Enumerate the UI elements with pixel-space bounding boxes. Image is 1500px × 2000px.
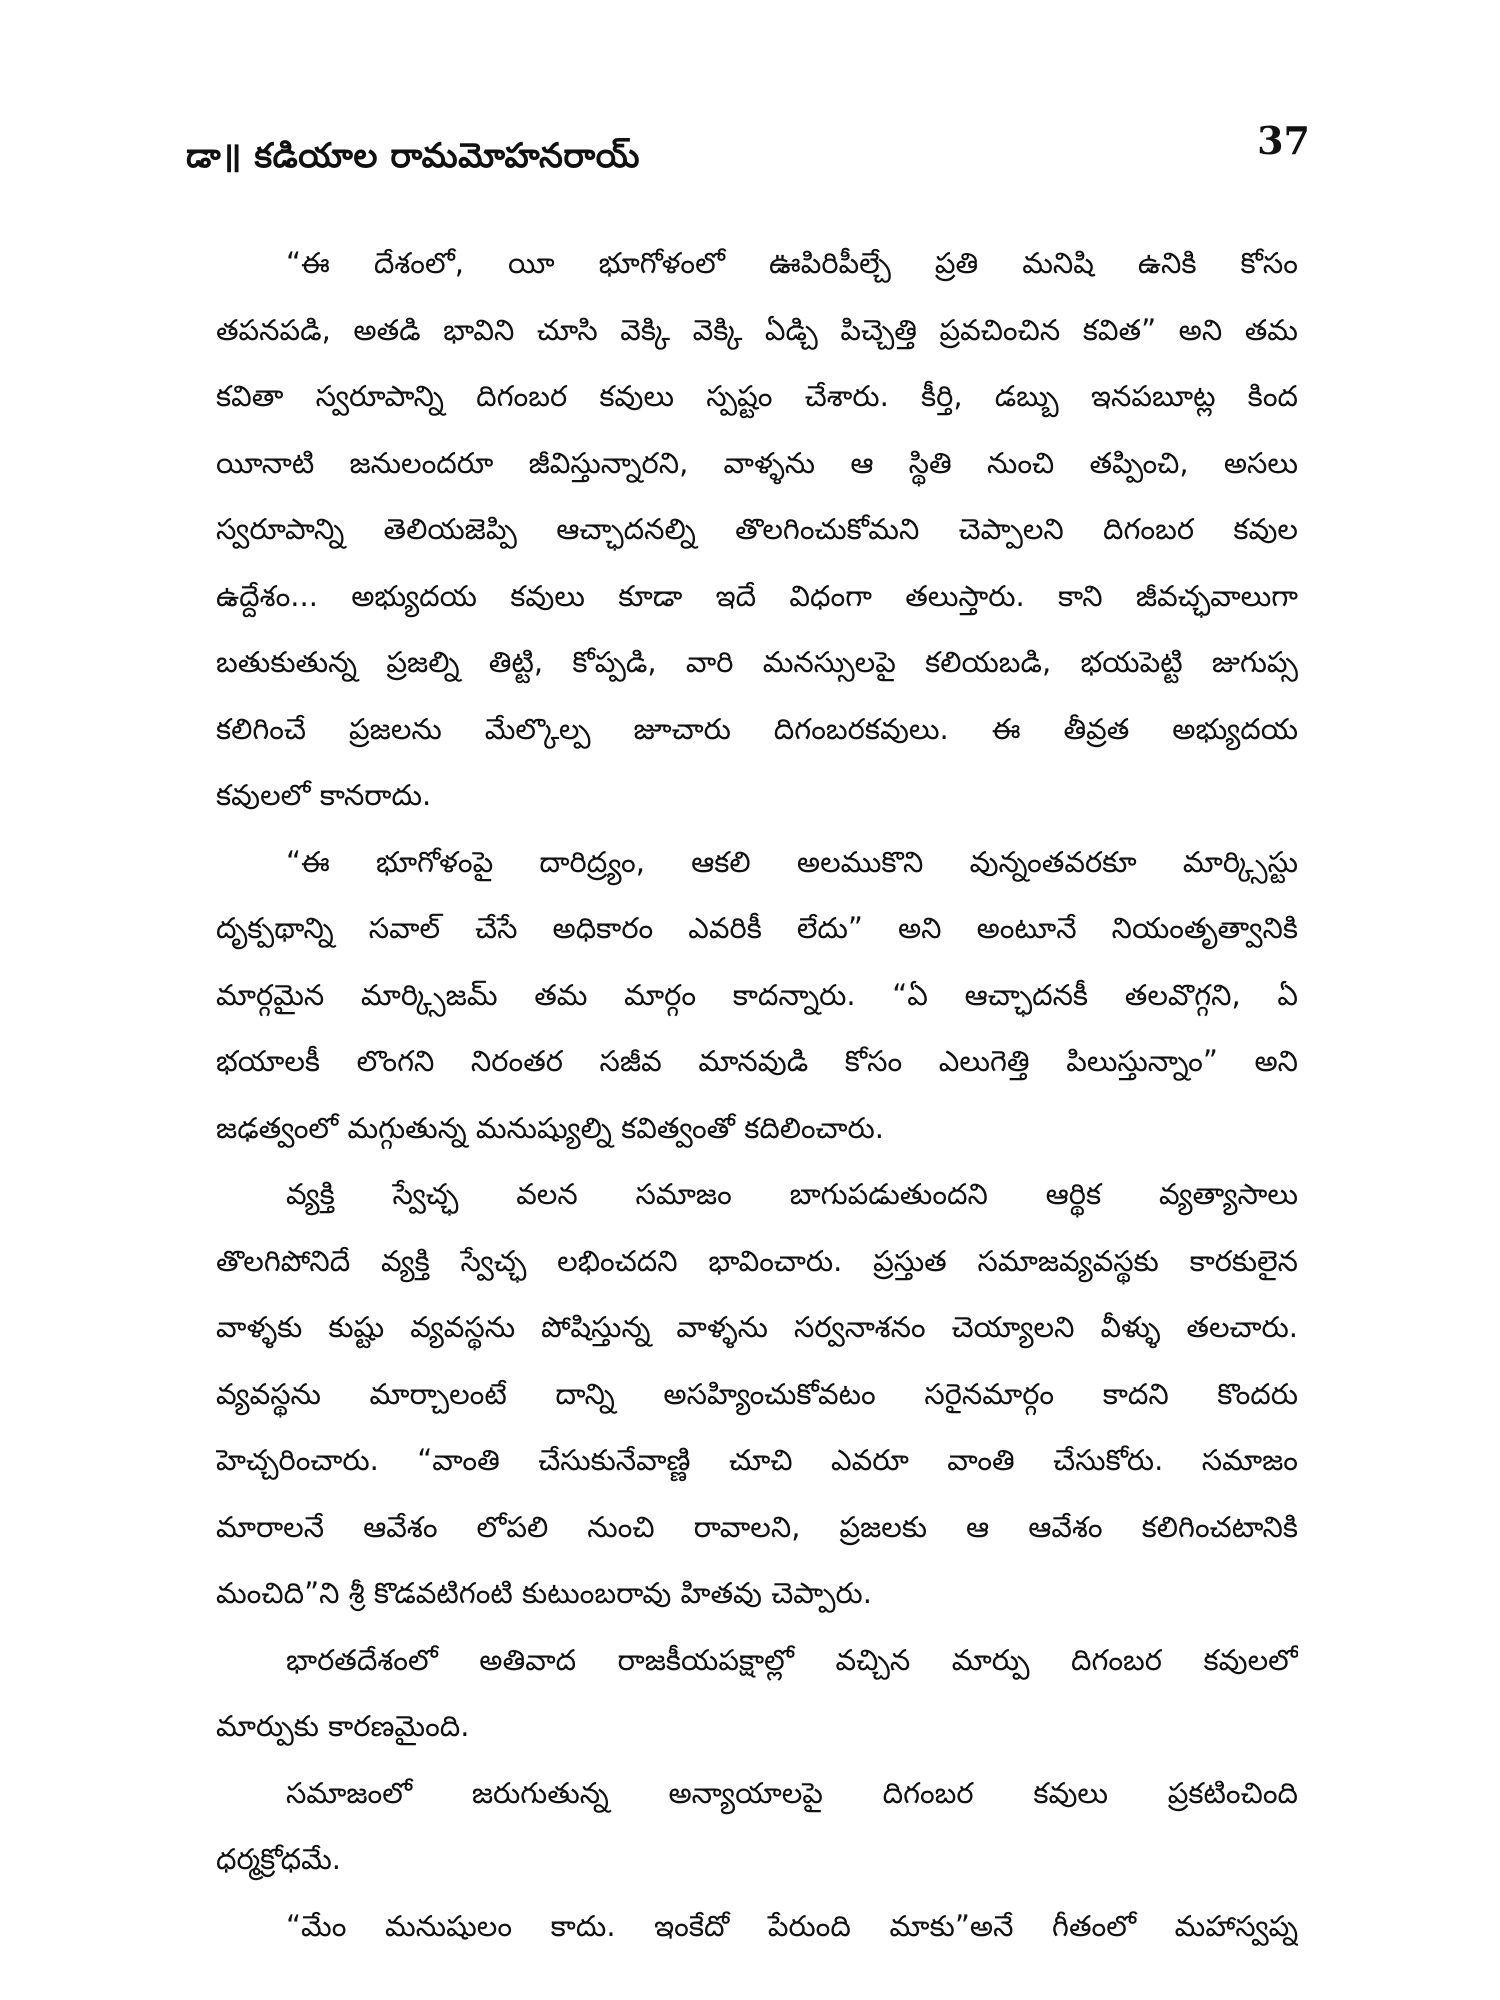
text-line: బతుకుతున్న ప్రజల్ని తిట్టి, కోప్పడి, వారి మనస్సులపై కలియబడి, భయపెట్టి జుగుప్స xyxy=(216,645,1298,679)
text-line: దృక్పథాన్ని సవాల్ చేసే అధికారం ఎవరికీ లేదు” అని అంటూనే నియంతృత్వానికి xyxy=(216,911,1298,945)
text-line: మంచిది”ని శ్రీ కొడవటిగంటి కుటుంబరావు హితవు చెప్పారు. xyxy=(216,1576,872,1610)
text-line: “ఈ భూగోళంపై దారిద్ర్యం, ఆకలి అలముకొని వున్నంతవరకూ మార్క్సిస్టు xyxy=(286,844,1298,879)
text-line: స్వరూపాన్ని తెలియజెప్పి ఆచ్ఛాదనల్ని తొలగించుకోమని చెప్పాలని దిగంబర కవుల xyxy=(216,512,1298,546)
text-line: మారాలనే ఆవేశం లోపలి నుంచి రావాలని, ప్రజలకు ఆ ఆవేశం కలిగించటానికి xyxy=(216,1509,1298,1544)
text-line: సమాజంలో జరుగుతున్న అన్యాయాలపై దిగంబర కవులు ప్రకటించింది xyxy=(286,1775,1298,1810)
text-line: కలిగించే ప్రజలను మేల్కొల్ప జూచారు దిగంబరకవులు. ఈ తీవ్రత అభ్యుదయ xyxy=(216,711,1298,746)
text-line: భయాలకీ లొంగని నిరంతర సజీవ మానవుడి కోసం ఎలుగెత్తి పిలుస్తున్నాం” అని xyxy=(216,1044,1298,1078)
text-line: “మేం మనుషులం కాదు. ఇంకేదో పేరుంది మాకు”అనే గీతంలో మహాస్వప్న xyxy=(286,1908,1298,1943)
text-line: వాళ్ళకు కుష్టు వ్యవస్థను పోషిస్తున్న వాళ్ళను సర్వనాశనం చెయ్యాలని వీళ్ళు తలచారు. xyxy=(216,1310,1298,1344)
text-line: యీనాటి జనులందరూ జీవిస్తున్నారని, వాళ్ళను ఆ స్థితి నుంచి తప్పించి, అసలు xyxy=(216,445,1298,480)
text-line: మార్పుకు కారణమైంది. xyxy=(216,1709,470,1743)
page-body xyxy=(216,230,1298,1959)
text-line: “ఈ దేశంలో, యీ భూగోళంలో ఊపిరిపీల్చే ప్రతి మనిషి ఉనికి కోసం xyxy=(286,246,1298,280)
text-line: తొలగిపోనిదే వ్యక్తి స్వేచ్ఛ లభించదని భావించారు. ప్రస్తుత సమాజవ్యవస్థకు కారకులైన xyxy=(216,1243,1298,1278)
text-line: ఉద్దేశం... అభ్యుదయ కవులు కూడా ఇదే విధంగా తలుస్తారు. కాని జీవచ్ఛవాలుగా xyxy=(216,578,1298,613)
author-name: డా॥ కడియాల రామమోహనరాయ్ xyxy=(186,136,640,176)
text-line: భారతదేశంలో అతివాద రాజకీయపక్షాల్లో వచ్చిన మార్పు దిగంబర కవులలో xyxy=(286,1642,1298,1677)
page-header xyxy=(186,118,1316,198)
text-line: మార్గమైన మార్క్సిజమ్ తమ మార్గం కాదన్నారు. “ఏ ఆచ్ఛాదనకీ తలవొగ్గని, ఏ xyxy=(216,977,1298,1012)
page-number: 37 xyxy=(1257,118,1310,163)
text-line: హెచ్చరించారు. “వాంతి చేసుకునేవాణ్ణి చూచి ఎవరూ వాంతి చేసుకోరు. సమాజం xyxy=(216,1443,1298,1477)
text-line: కవులలో కానరాదు. xyxy=(216,778,432,812)
text-line: వ్యక్తి స్వేచ్ఛ వలన సమాజం బాగుపడుతుందని ఆర్థిక వ్యత్యాసాలు xyxy=(286,1177,1298,1211)
text-line: ధర్మక్రోధమే. xyxy=(216,1842,341,1876)
text-line: జఢత్వంలో మగ్గుతున్న మనుష్యుల్ని కవిత్వంతో కదిలించారు. xyxy=(216,1110,884,1145)
text-line: తపనపడి, అతడి భావిని చూసి వెక్కి వెక్కి ఏడ్చి పిచ్చెత్తి ప్రవచించిన కవిత” అని తమ xyxy=(216,312,1298,347)
text-line: వ్యవస్థను మార్చాలంటే దాన్ని అసహ్యించుకోవటం సరైనమార్గం కాదని కొందరు xyxy=(216,1376,1298,1411)
text-line: కవితా స్వరూపాన్ని దిగంబర కవులు స్పష్టం చేశారు. కీర్తి, డబ్బు ఇనపబూట్ల కింద xyxy=(216,379,1298,413)
